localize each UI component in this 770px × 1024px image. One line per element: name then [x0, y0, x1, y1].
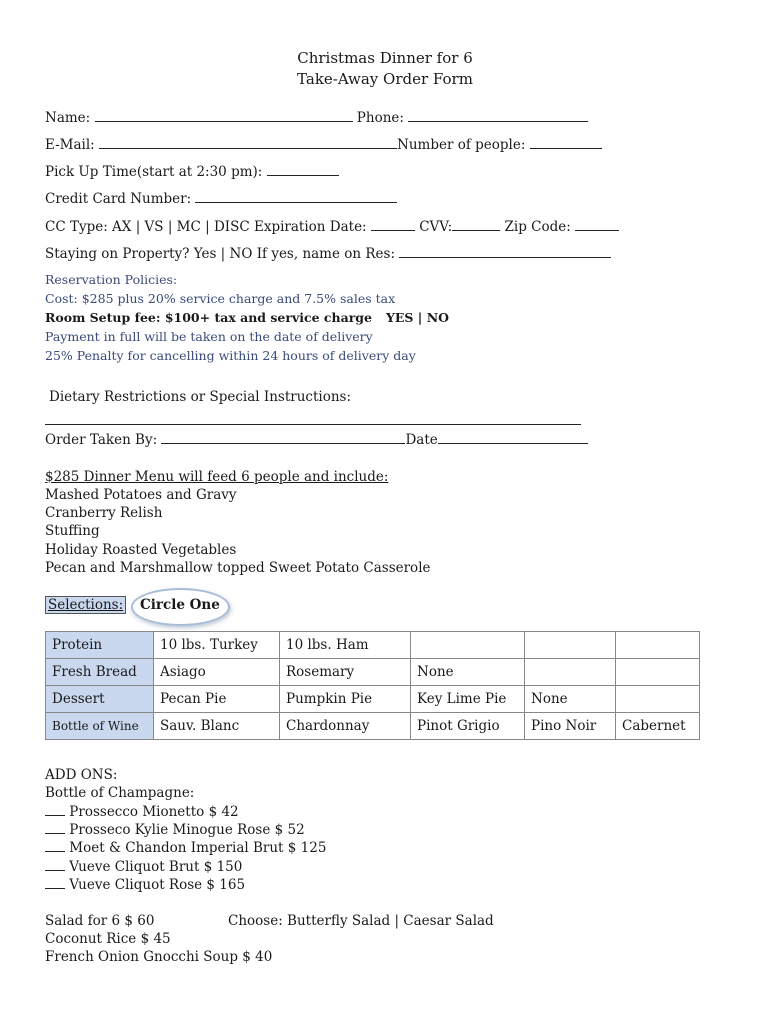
phone-field[interactable]: [408, 109, 588, 122]
row-header-bread: Fresh Bread: [46, 659, 154, 686]
option-bread-none[interactable]: None: [411, 659, 525, 686]
order-taken-row: [45, 431, 588, 448]
setup-yes-no[interactable]: YES | NO: [385, 310, 450, 325]
policy-cost: Cost: $285 plus 20% service charge and 7.5% sales tax: [45, 291, 396, 306]
policy-setup: Room Setup fee: $100+ tax and service charge: [45, 310, 372, 325]
addon-item: Moet & Chandon Imperial Brut $ 125: [45, 839, 326, 856]
cvv-label: CVV:: [419, 219, 453, 235]
cc-type-row: [45, 218, 619, 235]
salad-item: Salad for 6 $ 60: [45, 913, 155, 929]
table-cell: [411, 632, 525, 659]
date-label: Date: [405, 432, 438, 448]
table-cell: [525, 659, 616, 686]
addon-item: Prossecco Mionetto $ 42: [45, 803, 239, 820]
cc-type-label: CC Type: AX | VS | MC | DISC Expiration Date:: [45, 219, 367, 235]
form-title: Christmas Dinner for 6: [297, 49, 473, 67]
option-sauv-blanc[interactable]: Sauv. Blanc: [154, 713, 280, 740]
table-cell: [616, 686, 700, 713]
email-field[interactable]: [99, 136, 397, 149]
order-taken-field[interactable]: [161, 431, 405, 444]
selection-table: [45, 631, 700, 740]
menu-item: Holiday Roasted Vegetables: [45, 542, 237, 558]
addon-checkline[interactable]: [45, 821, 65, 834]
policy-payment: Payment in full will be taken on the date of delivery: [45, 329, 373, 344]
zip-label: Zip Code:: [504, 219, 571, 235]
addon-item: Vueve Cliquot Brut $ 150: [45, 858, 242, 875]
menu-item: Cranberry Relish: [45, 505, 163, 521]
circle-one-label: Circle One: [140, 597, 220, 613]
option-chardonnay[interactable]: Chardonnay: [280, 713, 411, 740]
addon-checkline[interactable]: [45, 876, 65, 889]
addon-checkline[interactable]: [45, 839, 65, 852]
option-cabernet[interactable]: Cabernet: [616, 713, 700, 740]
dietary-label: Dietary Restrictions or Special Instructions:: [49, 389, 352, 405]
menu-heading: $285 Dinner Menu will feed 6 people and include:: [45, 469, 389, 485]
addon-checkline[interactable]: [45, 858, 65, 871]
table-cell: [525, 632, 616, 659]
pickup-row: [45, 163, 339, 180]
policy-penalty: 25% Penalty for cancelling within 24 hours of delivery day: [45, 348, 416, 363]
table-row: [46, 659, 700, 686]
option-rosemary[interactable]: Rosemary: [280, 659, 411, 686]
option-pinot-grigio[interactable]: Pinot Grigio: [411, 713, 525, 740]
option-dessert-none[interactable]: None: [525, 686, 616, 713]
email-label: E-Mail:: [45, 137, 95, 153]
cc-number-row: [45, 190, 397, 207]
soup-item: French Onion Gnocchi Soup $ 40: [45, 949, 273, 965]
salad-choice[interactable]: Choose: Butterfly Salad | Caesar Salad: [228, 913, 494, 929]
option-pino-noir[interactable]: Pino Noir: [525, 713, 616, 740]
name-field[interactable]: [95, 109, 353, 122]
cc-number-label: Credit Card Number:: [45, 191, 192, 207]
menu-item: Mashed Potatoes and Gravy: [45, 487, 237, 503]
name-row: [45, 109, 588, 126]
form-subtitle: Take-Away Order Form: [297, 70, 473, 88]
addon-item: Vueve Cliquot Rose $ 165: [45, 876, 245, 893]
people-label: Number of people:: [397, 137, 526, 153]
row-header-dessert: Dessert: [46, 686, 154, 713]
pickup-field[interactable]: [267, 163, 339, 176]
table-cell: [616, 632, 700, 659]
table-row: [46, 686, 700, 713]
option-asiago[interactable]: Asiago: [154, 659, 280, 686]
cc-number-field[interactable]: [195, 190, 397, 203]
addons-heading: ADD ONS:: [45, 767, 118, 783]
name-label: Name:: [45, 110, 91, 126]
date-field[interactable]: [438, 431, 588, 444]
row-header-protein: Protein: [46, 632, 154, 659]
addon-item: Prosseco Kylie Minogue Rose $ 52: [45, 821, 305, 838]
table-cell: [616, 659, 700, 686]
rice-item: Coconut Rice $ 45: [45, 931, 171, 947]
staying-label: Staying on Property? Yes | NO If yes, name on Res:: [45, 246, 396, 262]
phone-label: Phone:: [356, 110, 404, 126]
option-key-lime-pie[interactable]: Key Lime Pie: [411, 686, 525, 713]
email-row: [45, 136, 602, 153]
table-row: [46, 632, 700, 659]
pickup-label: Pick Up Time(start at 2:30 pm):: [45, 164, 263, 180]
option-turkey[interactable]: 10 lbs. Turkey: [154, 632, 280, 659]
champagne-heading: Bottle of Champagne:: [45, 785, 195, 801]
addon-checkline[interactable]: [45, 803, 65, 816]
option-pumpkin-pie[interactable]: Pumpkin Pie: [280, 686, 411, 713]
people-field[interactable]: [530, 136, 602, 149]
staying-row: [45, 245, 611, 262]
menu-item: Pecan and Marshmallow topped Sweet Potato Casserole: [45, 560, 431, 576]
row-header-wine: Bottle of Wine: [46, 713, 154, 740]
expiration-field[interactable]: [371, 218, 415, 231]
cvv-field[interactable]: [452, 218, 500, 231]
table-row: [46, 713, 700, 740]
selections-label: Selections:: [45, 597, 126, 613]
policies-heading: Reservation Policies:: [45, 272, 178, 287]
option-ham[interactable]: 10 lbs. Ham: [280, 632, 411, 659]
dietary-line[interactable]: [45, 424, 581, 425]
menu-item: Stuffing: [45, 523, 100, 539]
order-taken-label: Order Taken By:: [45, 432, 158, 448]
policy-setup-row: [45, 310, 449, 325]
reservation-name-field[interactable]: [399, 245, 611, 258]
option-pecan-pie[interactable]: Pecan Pie: [154, 686, 280, 713]
zip-field[interactable]: [575, 218, 619, 231]
